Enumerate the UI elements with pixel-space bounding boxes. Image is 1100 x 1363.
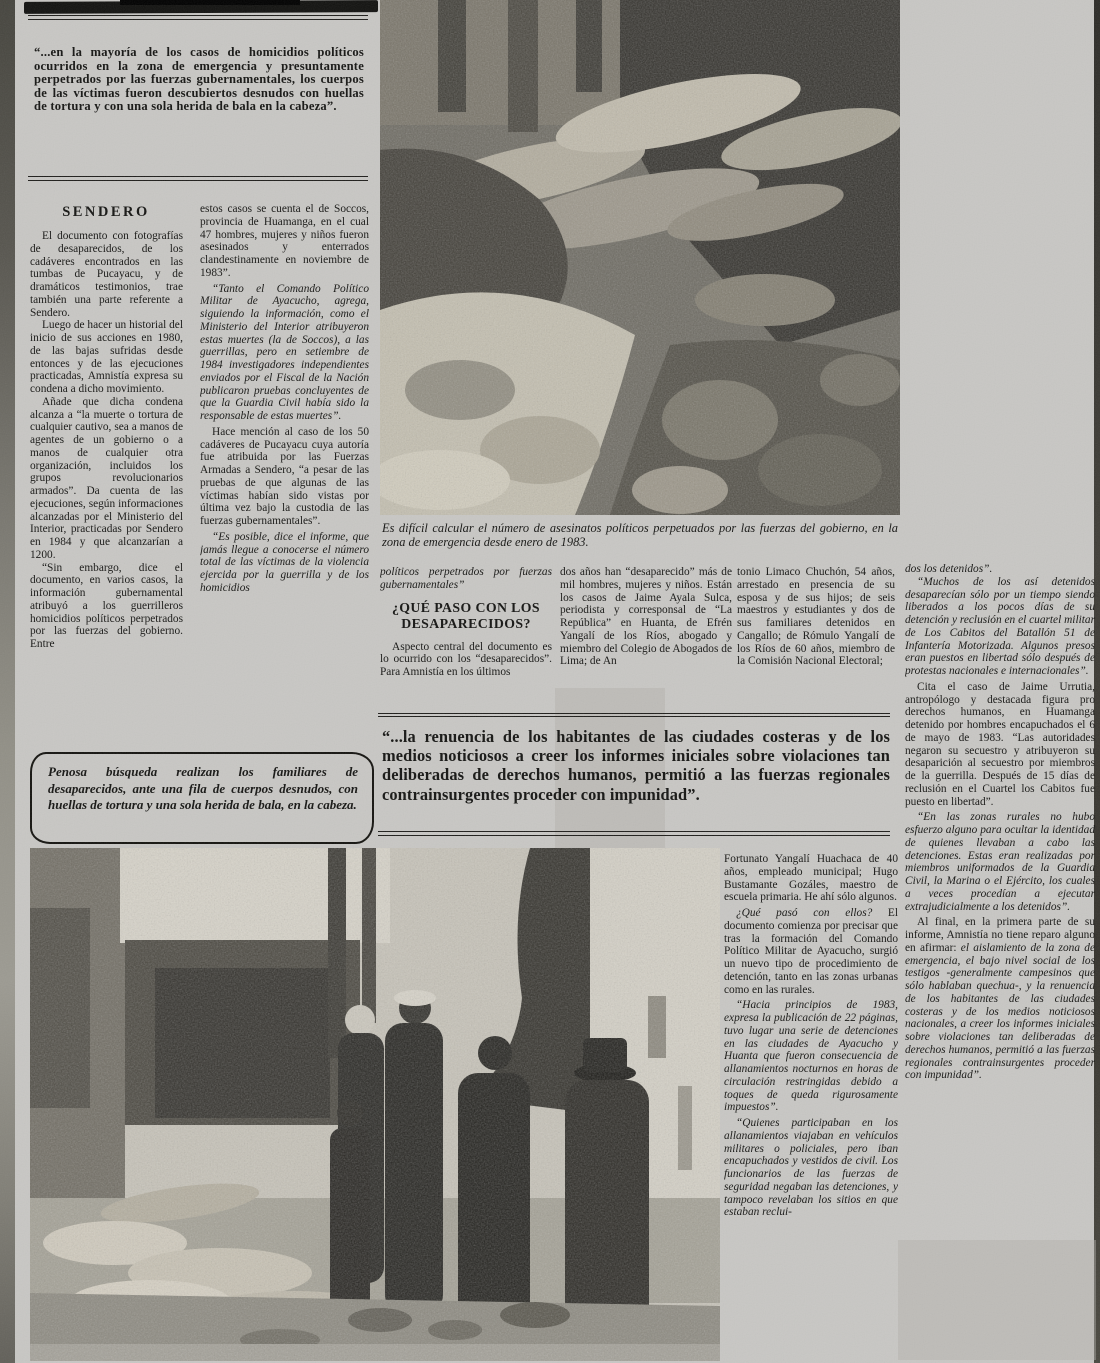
- news-photo-bodies-hillside: [380, 0, 900, 515]
- sendero-column-1: [30, 230, 183, 758]
- paragraph: “Hacia principios de 1983, expresa la publicación de 22 páginas, tuvo lugar una serie de detenciones en las ciudades de Ayacucho y Huanta que fueron consecuencia de allanamientos nocturnos en horas de circulación restringidas debido a toques de queda rigurosamente impuestos”.: [724, 999, 898, 1114]
- rule-under-quote: [28, 176, 368, 181]
- pull-quote: “...la renuencia de los habitantes de las ciudades costeras y de los medios noticiosos a creer los informes iniciales sobre violaciones tan deliberadas de derechos humanos, permitió a las fuerzas regionales contrainsurgentes proceder con impunidad”.: [382, 727, 890, 804]
- paragraph: “Muchos de los así detenidos desaparecían sólo por un tiempo siendo liberados a los pocos días de su detención y reclusión en el cuartel militar de Los Cabitos del Batallón 51 de Infantería Motorizada. Algunos presos eran puestos en libertad sólo después de protestas nacionales e internacionales”.: [905, 575, 1095, 677]
- paragraph-continuation: El documento comienza por precisar que tras la formación del Comando Político Militar de Ayacucho, surgió un nuevo tipo de procedimiento de detención, tanto en las zonas urbanas como en las rurales.: [724, 907, 898, 996]
- paragraph: políticos perpetrados por fuerzas gubernamentales”: [380, 566, 552, 591]
- sendero-column-2: [200, 203, 369, 759]
- photo-illustration: [380, 0, 900, 515]
- photo-bottom-caption: Penosa búsqueda realizan los familiares de desaparecidos, ante una fila de cuerpos desnudos, con huellas de tortura y una sola herida de bala, en la cabeza.: [48, 764, 358, 813]
- paragraph: Añade que dicha condena alcanza a “la muerte o tortura de cualquier cautivo, sea a manos de agentes de un gobierno o a manos de cualquier otra organización, incluidos los grupos revolucionarios armados”. Da cuenta de las ejecuciones, según informaciones alcanzadas por el Ministerio del Interior, practicadas por Sendero en 1984 y que alcanzarían a 1200.: [30, 395, 183, 561]
- rule-pullquote-top: [378, 713, 890, 717]
- paragraph: tonio Limaco Chuchón, 54 años, arrestado en presencia de su esposa y de sus hijos; de seis maestros y estudiantes y dos de sus familiares detenidos en Cangallo; de Rómulo Yangalí de los Ríos de 60 años, miembro de la Comisión Nacional Electoral;: [737, 566, 895, 668]
- headline-desaparecidos: ¿QUÉ PASO CON LOS DESAPARECIDOS?: [392, 599, 540, 631]
- paragraph-lead-italic: ¿Qué pasó con ellos?: [736, 907, 888, 919]
- paragraph: “Quienes participaban en los allanamientos viajaban en vehículos militares o policiales, pero iban encapuchados y vestidos de civil. Los funcionarios de las fuerzas de seguridad negaban las detenciones, y tampoco revelaban los sitios en que estaban reclui-: [724, 1117, 898, 1219]
- bottom-middle-column: [724, 853, 898, 1361]
- paragraph: Aspecto central del documento es lo ocurrido con los “desaparecidos”. Para Amnistía en los últimos: [380, 640, 552, 678]
- paragraph: Cita el caso de Jaime Urrutia, antropólogo y destacada figura pro derechos humanos, en Huamanga detenido por hombres encapuchados el 6 de mayo de 1983. “Las autoridades negaron su secuestro y atribuyeron su desaparición al secuestro por miembros de la guerrilla. Después de 15 días de reclusión en el Cuartel los Cabitos fue puesto en libertad”.: [905, 680, 1095, 808]
- paragraph: “Sin embargo, dice el documento, en varios casos, la información gubernamental atribuyó a los guerrilleros homicidios políticos perpetrados por las fuerzas del gobierno. Entre: [30, 561, 183, 650]
- right-column: [905, 563, 1095, 1361]
- paragraph: El documento con fotografías de desaparecidos, de los cadáveres encontrados en las tumbas de Pucayacu, y de dramáticos testimonios, trae también una parte referente a Sendero.: [30, 230, 183, 319]
- paragraph: dos los detenidos”.: [905, 563, 993, 575]
- scan-edge-left: [0, 0, 15, 1363]
- scan-top-bar-dark: [120, 0, 300, 5]
- paragraph-lead-roman: Al final, en la primera parte de su informe, Amnistía no tiene reparo alguno en afirmar:: [905, 916, 1095, 954]
- photo-illustration: [30, 848, 720, 1361]
- paragraph: dos años han “desaparecido” más de mil hombres, mujeres y niños. Están los casos de Jaime Ayala Sulca, periodista y corresponsal de “La República” en Huanta, de Efrén Yangalí de los Ríos, abogado y miembro del Colegio de Abogados de Lima; de An: [560, 566, 732, 668]
- paragraph: Luego de hacer un historial del inicio de sus acciones en 1980, de las bajas sufridas desde entonces y de las ejecuciones practicadas, Amnistía expresa su condena a dicho movimiento.: [30, 319, 183, 395]
- desaparecidos-column-3: [737, 566, 895, 712]
- desaparecidos-column-1: [380, 566, 552, 712]
- paragraph-continuation-italic: el aislamiento de la zona de emergencia, el bajo nivel social de los testigos -generalmente campesinos que sólo hablaban quechua-, y la renuencia de los habitantes de las ciudades costeras y de los medios noticiosos nacionales, a creer los informes iniciales sobre violaciones tan deliberadas de derechos humanos, permitió a las fuerzas regionales contrainsurgentes proceder con impunidad”.: [905, 941, 1095, 1082]
- desaparecidos-column-2: [560, 566, 732, 712]
- rule-pullquote-bottom: [378, 831, 890, 836]
- paragraph: [905, 916, 1095, 1082]
- paragraph: “Es posible, dice el informe, que jamás llegue a conocerse el número total de las víctimas de la violencia ejercida por la guerrilla y de los homicidios: [200, 530, 369, 594]
- paragraph: “Tanto el Comando Político Militar de Ayacucho, agrega, siguiendo la información, como el Ministerio del Interior atribuyeron estas muertes (la de Soccos), a las guerrillas, pero en setiembre de 1984 investigadores independientes enviados por el Fiscal de la Nación publicaron pruebas concluyentes de que la Guardia Civil había sido la responsable de estas muertes”.: [200, 282, 369, 422]
- paragraph: “En las zonas rurales no hubo esfuerzo alguno para ocultar la identidad de quienes llevaban a cabo las detenciones. Estas eran realizadas por miembros uniformados de la Guardia Civil, la Marina o el Ejército, los cuales a veces procedían a ejecutar extrajudicialmente a los detenidos”.: [905, 811, 1095, 913]
- paragraph: Fortunato Yangalí Huachaca de 40 años, empleado municipal; Hugo Bustamante Gozáles, maestro de escuela primaria. He ahí sólo algunos.: [724, 853, 898, 904]
- paragraph: estos casos se cuenta el de Soccos, provincia de Huamanga, en el cual 47 hombres, mujeres y niños fueron asesinados y enterrados clandestinamente en noviembre de 1983”.: [200, 203, 369, 279]
- photo-top-caption: Es difícil calcular el número de asesinatos políticos perpetuados por las fuerzas del gobierno, en la zona de emergencia desde enero de 1983.: [382, 521, 898, 550]
- headline-sendero: SENDERO: [62, 204, 150, 220]
- news-photo-relatives-bodies: [30, 848, 720, 1361]
- photo-bottom-caption-box: [30, 752, 374, 844]
- rule-top: [28, 15, 368, 20]
- paragraph: Hace mención al caso de los 50 cadáveres de Pucayacu cuya autoría fue atribuida por las Fuerzas Armadas a Sendero, “a pesar de las pruebas de que algunas de las víctimas habían sido vistas por última vez bajo la custodia de las fuerzas gubernamentales”.: [200, 425, 369, 527]
- opening-quote: “...en la mayoría de los casos de homicidios políticos ocurridos en la zona de emergencia y presuntamente perpetrados por las fuerzas gubernamentales, los cuerpos de las víctimas fueron descubiertos desnudos con huellas de tortura y con una sola herida de bala en la cabeza”.: [34, 45, 364, 114]
- paragraph: [724, 907, 898, 996]
